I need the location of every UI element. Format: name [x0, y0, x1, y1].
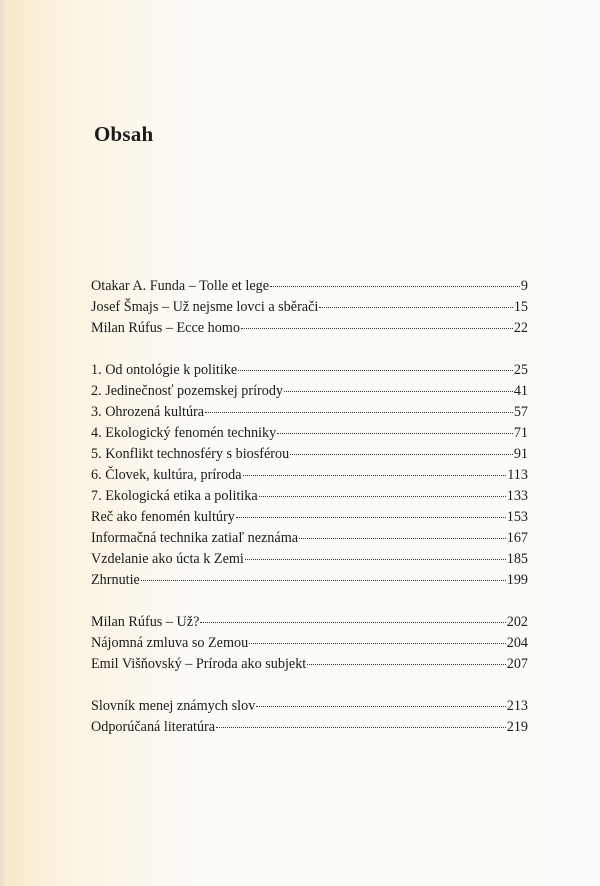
toc-entry[interactable]: [91, 486, 528, 507]
toc-entry[interactable]: [91, 276, 528, 297]
section-spacer: [91, 339, 528, 360]
toc-entry-page-number: 41: [513, 383, 528, 399]
dot-leader: [236, 517, 506, 518]
toc-entry-title: Milan Rúfus – Už?: [91, 614, 200, 630]
table-of-contents: [91, 276, 528, 738]
toc-entry-page-number: 213: [506, 698, 528, 714]
toc-entry-title: Otakar A. Funda – Tolle et lege: [91, 278, 270, 294]
page-title: Obsah: [94, 122, 154, 146]
toc-entry-page-number: 167: [506, 530, 528, 546]
toc-entry[interactable]: [91, 549, 528, 570]
dot-leader: [200, 622, 505, 623]
toc-section: [91, 612, 528, 675]
toc-entry[interactable]: [91, 507, 528, 528]
dot-leader: [249, 643, 506, 644]
toc-entry-page-number: 199: [506, 572, 528, 588]
dot-leader: [256, 706, 505, 707]
dot-leader: [299, 538, 506, 539]
toc-entry[interactable]: [91, 318, 528, 339]
toc-entry-page-number: 71: [513, 425, 528, 441]
toc-entry-title: Nájomná zmluva so Zemou: [91, 635, 249, 651]
dot-leader: [290, 454, 513, 455]
toc-entry-title: Emil Višňovský – Príroda ako subjekt: [91, 656, 307, 672]
toc-entry-title: Odporúčaná literatúra: [91, 719, 216, 735]
toc-entry-page-number: 185: [506, 551, 528, 567]
toc-entry-page-number: 91: [513, 446, 528, 462]
dot-leader: [241, 328, 513, 329]
toc-entry-page-number: 22: [513, 320, 528, 336]
toc-entry-page-number: 204: [506, 635, 528, 651]
toc-entry[interactable]: [91, 528, 528, 549]
toc-entry-page-number: 202: [506, 614, 528, 630]
toc-section: [91, 276, 528, 339]
dot-leader: [270, 286, 520, 287]
toc-entry-page-number: 113: [507, 467, 528, 483]
toc-entry-page-number: 57: [513, 404, 528, 420]
toc-entry-title: Reč ako fenomén kultúry: [91, 509, 235, 525]
toc-entry-title: 4. Ekologický fenomén techniky: [91, 425, 277, 441]
toc-entry-page-number: 9: [520, 278, 528, 294]
toc-entry-title: 5. Konflikt technosféry s biosférou: [91, 446, 290, 462]
toc-entry-page-number: 219: [506, 719, 528, 735]
toc-entry-page-number: 15: [513, 299, 528, 315]
toc-entry-title: Informačná technika zatiaľ neznáma: [91, 530, 299, 546]
toc-entry[interactable]: [91, 696, 528, 717]
dot-leader: [238, 370, 513, 371]
toc-entry[interactable]: [91, 297, 528, 318]
toc-entry-title: 6. Človek, kultúra, príroda: [91, 467, 242, 483]
dot-leader: [245, 559, 506, 560]
toc-entry[interactable]: [91, 717, 528, 738]
toc-entry[interactable]: [91, 633, 528, 654]
toc-entry-page-number: 153: [506, 509, 528, 525]
dot-leader: [141, 580, 506, 581]
page-edge-shading: [0, 0, 8, 886]
toc-entry-title: Slovník menej známych slov: [91, 698, 256, 714]
toc-entry[interactable]: [91, 381, 528, 402]
toc-entry-title: 2. Jedinečnosť pozemskej prírody: [91, 383, 284, 399]
toc-entry[interactable]: [91, 402, 528, 423]
dot-leader: [259, 496, 506, 497]
toc-entry[interactable]: [91, 465, 528, 486]
toc-entry-page-number: 207: [506, 656, 528, 672]
toc-entry-title: Milan Rúfus – Ecce homo: [91, 320, 240, 336]
dot-leader: [216, 727, 506, 728]
toc-entry-title: 7. Ekologická etika a politika: [91, 488, 258, 504]
dot-leader: [277, 433, 513, 434]
dot-leader: [284, 391, 513, 392]
toc-entry-title: Vzdelanie ako úcta k Zemi: [91, 551, 244, 567]
toc-entry[interactable]: [91, 360, 528, 381]
toc-entry-page-number: 25: [513, 362, 528, 378]
section-spacer: [91, 591, 528, 612]
toc-entry-page-number: 133: [506, 488, 528, 504]
toc-entry[interactable]: [91, 654, 528, 675]
dot-leader: [243, 475, 507, 476]
toc-entry[interactable]: [91, 612, 528, 633]
dot-leader: [307, 664, 505, 665]
toc-section: [91, 360, 528, 591]
dot-leader: [205, 412, 513, 413]
toc-entry[interactable]: [91, 444, 528, 465]
dot-leader: [319, 307, 512, 308]
toc-entry-title: 1. Od ontológie k politike: [91, 362, 238, 378]
toc-entry-title: 3. Ohrozená kultúra: [91, 404, 205, 420]
toc-entry[interactable]: [91, 570, 528, 591]
toc-entry[interactable]: [91, 423, 528, 444]
toc-section: [91, 696, 528, 738]
toc-entry-title: Josef Šmajs – Už nejsme lovci a sběrači: [91, 299, 319, 315]
section-spacer: [91, 675, 528, 696]
toc-entry-title: Zhrnutie: [91, 572, 140, 588]
